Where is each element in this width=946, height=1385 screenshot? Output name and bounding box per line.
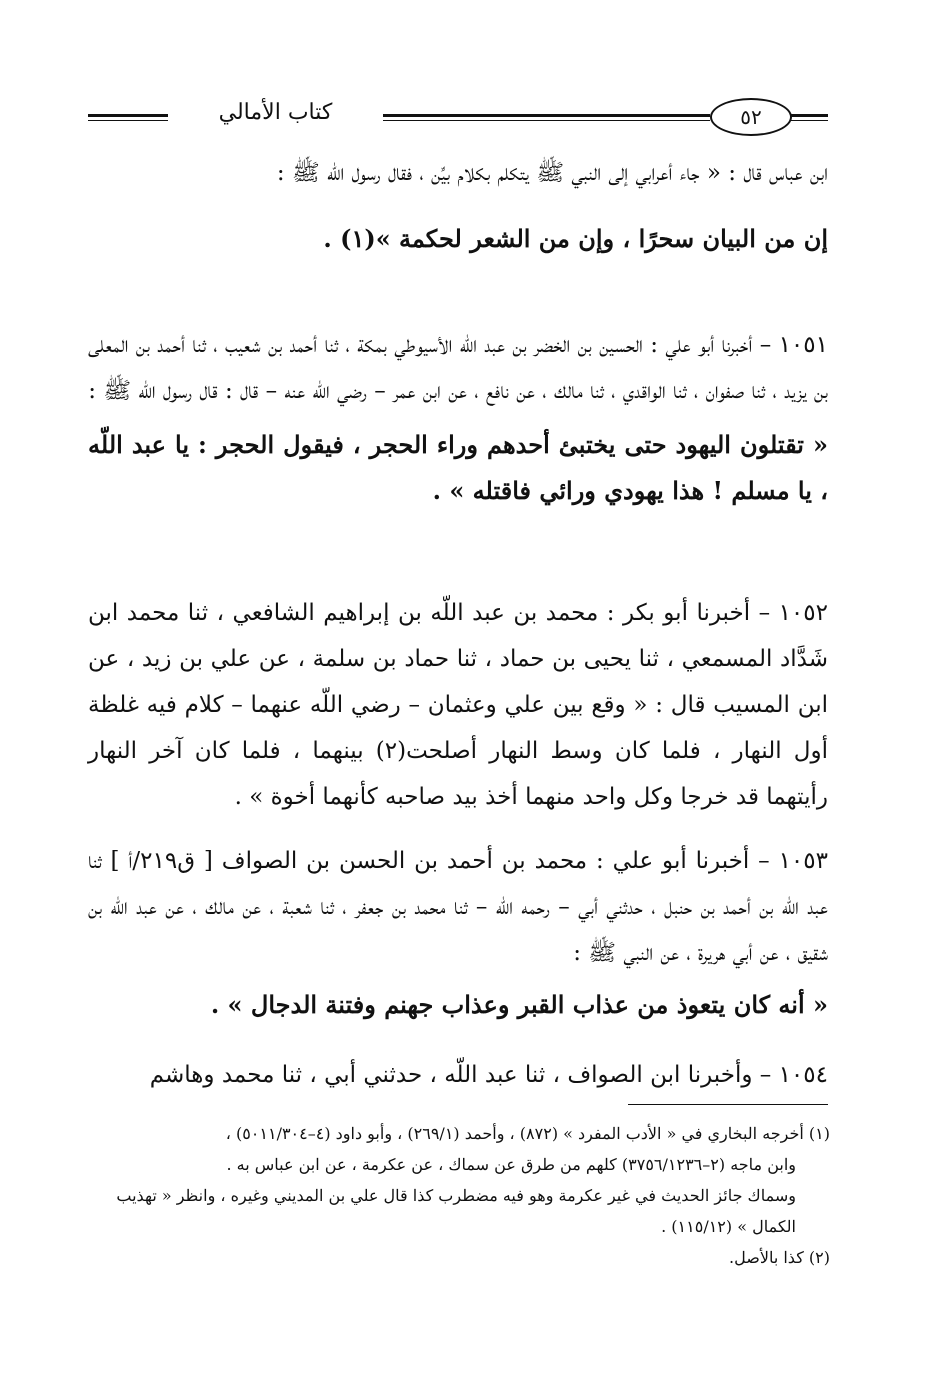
- paragraph-continuation: [88, 150, 828, 262]
- running-header: [88, 98, 828, 138]
- isnad-text: ١٠٥٢ – أخبرنا أبو بكر : محمد بن عبد اللّه بن إبراهيم الشافعي ، ثنا محمد ابن شَدَّاد المسمعي ، ثنا يحيى بن حماد ، ثنا حماد بن سلمة ، عن علي بن زيد ، عن ابن المسيب قال : « وقع بين علي وعثمان – رضي اللّه عنهما – كلام فيه غلظة أول النهار ، فلما كان وسط النهار أصلحت(٢) بينهما ، فلما كان آخر النهار رأيتهما قد خرجا وكل واحد منهما أخذ بيد صاحبه كأنهما أخوة » .: [88, 600, 828, 810]
- isnad-text: ١٠٥٤ – وأخبرنا ابن الصواف ، ثنا عبد اللّه ، حدثني أبي ، ثنا محمد وهاشم: [149, 1062, 828, 1088]
- hadith-1052: [88, 590, 828, 820]
- hadith-1054: [88, 1052, 828, 1098]
- footnote-1-cont: وسماك جائز الحديث في غير عكرمة وهو فيه مضطرب كذا قال علي بن المديني وغيره ، وانظر « تهذيب: [116, 1186, 796, 1205]
- hadith-quote: إن من البيان سحرًا ، وإن من الشعر لحكمة »(١) .: [323, 224, 828, 253]
- footnote-1-cont: الكمال » (١١٥/١٢) .: [661, 1217, 796, 1236]
- continuation-text: ابن عباس قال : « جاء أعرابي إلى النبي ﷺ يتكلم بكلام بيِّن ، فقال رسول الله ﷺ :: [276, 160, 828, 186]
- footnotes: [85, 1118, 830, 1273]
- isnad-text: ١٠٥٣ – أخبرنا أبو علي : محمد بن أحمد بن الحسن بن الصواف [ ق٢١٩/أ ] ثنا عبد اللّه بن أحمد بن حنبل ، حدثني أبي – رحمه اللّه – ثنا محمد بن جعفر ، ثنا شعبة ، عن مالك ، عن عبد اللّه بن شقيق ، عن أبي هريرة ، عن النبي ﷺ :: [88, 848, 828, 966]
- page-number: ٥٢: [710, 98, 792, 136]
- hadith-1053: [88, 838, 828, 1028]
- footnote-separator: [628, 1104, 828, 1105]
- header-rule-middle: [383, 114, 710, 117]
- footnote-2: (٢) كذا بالأصل.: [729, 1248, 830, 1267]
- hadith-quote: « أنه كان يتعوذ من عذاب القبر وعذاب جهنم وفتنة الدجال » .: [210, 990, 828, 1019]
- header-rule-left: [88, 114, 168, 117]
- running-title: كتاب الأمالي: [168, 100, 383, 125]
- footnote-1-cont: وابن ماجه (٢–٣٧٥٦/١٢٣٦) كلهم من طرق عن سماك ، عن عكرمة ، عن ابن عباس به .: [226, 1155, 796, 1174]
- hadith-quote: « تقتلون اليهود حتى يختبئ أحدهم وراء الحجر ، فيقول الحجر : يا عبد اللّه ، يا مسلم ! هذا يهودي ورائي فاقتله » .: [88, 430, 828, 505]
- header-rule-right: [788, 114, 828, 117]
- isnad-text: ١٠٥١ – أخبرنا أبو علي : الحسين بن الخضر بن عبد اللّه الأسيوطي بمكة ، ثنا أحمد بن شعيب ، ثنا أحمد بن المعلى بن يزيد ، ثنا صفوان ، ثنا الواقدي ، ثنا مالك ، عن نافع ، عن ابن عمر – رضي اللّه عنه – قال : قال رسول اللّه ﷺ :: [88, 332, 828, 404]
- footnote-1: (١) أخرجه البخاري في « الأدب المفرد » (٨٧٢) ، وأحمد (٢٦٩/١) ، وأبو داود (٤–٥٠١١/٣٠٤) ،: [225, 1124, 830, 1143]
- hadith-1051: [88, 322, 828, 514]
